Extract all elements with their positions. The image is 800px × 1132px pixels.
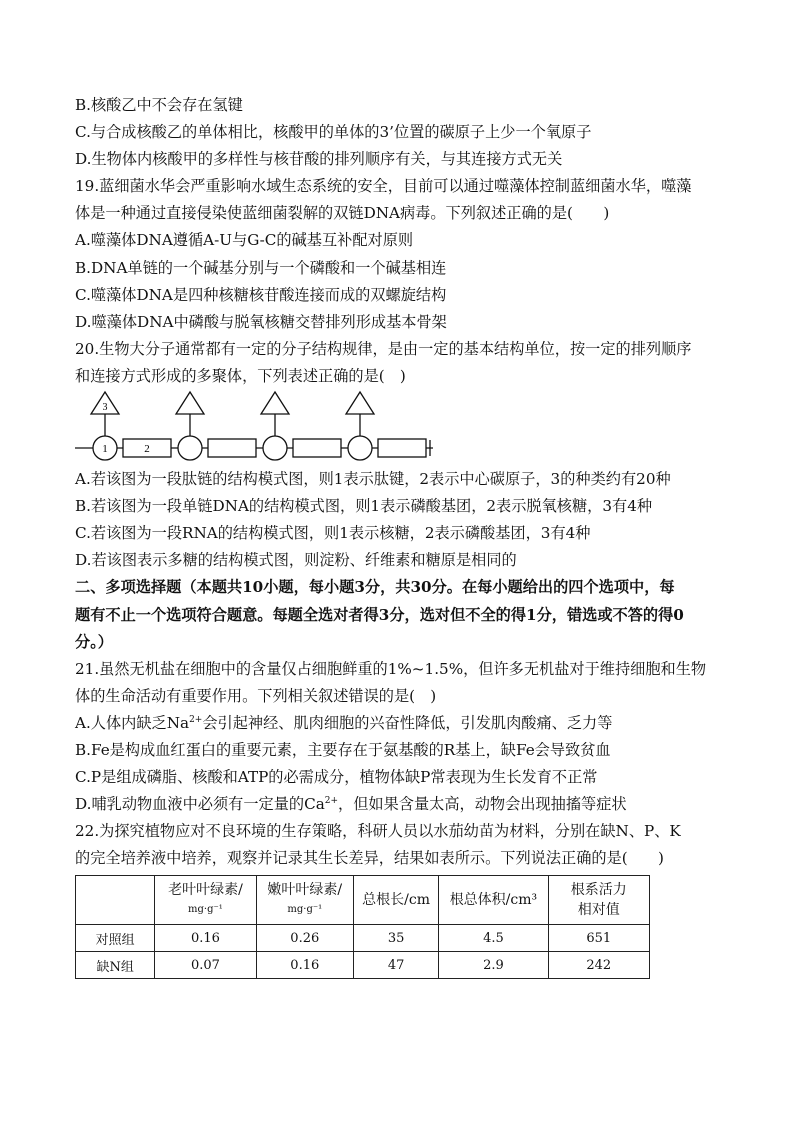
option-c: C.P是组成磷脂、核酸和ATP的必需成分，植物体缺P常表现为生长发育不正常 xyxy=(75,768,598,787)
table-cell: 0.07 xyxy=(155,952,256,979)
table-row xyxy=(76,952,650,979)
table-cell: 651 xyxy=(548,925,649,952)
option-a: A.人体内缺乏$Na^{2+}$会引起神经、肌肉细胞的兴奋性降低，引发肌肉酸痛、乏力等 xyxy=(75,713,613,732)
question-stem: 体的生命活动有重要作用。下列相关叙述错误的是( ) xyxy=(75,686,437,705)
exam-page xyxy=(75,92,730,979)
text-line: B.核酸乙中不会存在氢键 xyxy=(75,96,243,114)
question-stem: 的完全培养液中培养，观察并记录其生长差异，结果如表所示。下列说法正确的是( ) xyxy=(75,849,664,868)
table-cell: 2.9 xyxy=(439,952,548,979)
unit-1 xyxy=(91,392,171,460)
option-d: D.若该图表示多糖的结构模式图，则淀粉、纤维素和糖原是相同的 xyxy=(75,551,517,570)
text-line: C.与合成核酸乙的单体相比，核酸甲的单体的3’位置的碳原子上少一个氧原子 xyxy=(75,123,592,142)
option-b: B.Fe是构成血红蛋白的重要元素，主要存在于氨基酸的R基上，缺Fe会导致贫血 xyxy=(75,740,611,759)
text-line: D.生物体内核酸甲的多样性与核苷酸的排列顺序有关，与其连接方式无关 xyxy=(75,150,563,169)
question-block-18-20 xyxy=(75,92,730,390)
table-header-row xyxy=(76,876,650,925)
polymer-diagram-svg xyxy=(75,390,455,466)
section-heading-line: 分。） xyxy=(75,632,113,651)
unit-4 xyxy=(346,392,426,460)
results-table xyxy=(75,875,650,979)
question-21 xyxy=(75,656,730,819)
table-cell: 0.16 xyxy=(155,925,256,952)
table-cell: 缺N组 xyxy=(76,952,155,979)
triangle-label: 3 xyxy=(102,402,108,414)
table-cell: 0.16 xyxy=(256,952,353,979)
text-line: 体是一种通过直接侵染使蓝细菌裂解的双链DNA病毒。下列叙述正确的是( ) xyxy=(75,204,610,223)
table-cell: 对照组 xyxy=(76,925,155,952)
text-line: D.噬藻体DNA中磷酸与脱氧核糖交替排列形成基本骨架 xyxy=(75,312,447,331)
option-c: C.若该图为一段RNA的结构模式图，则1表示核糖，2表示磷酸基团，3有4种 xyxy=(75,524,591,543)
section-heading xyxy=(75,574,730,655)
section-heading-line: 二、多项选择题（本题共10小题，每小题3分，共30分。在每小题给出的四个选项中，每 xyxy=(75,578,675,597)
table-cell: 0.26 xyxy=(256,925,353,952)
table-header-cell: 根总体积/cm³ xyxy=(439,876,548,925)
table-header-cell: 根系活力 相对值 xyxy=(548,876,649,925)
table-header-cell: 老叶叶绿素/ mg·g⁻¹ xyxy=(155,876,256,925)
text-line: A.噬藻体DNA遵循A-U与G-C的碱基互补配对原则 xyxy=(75,231,414,250)
polymer-structure-diagram xyxy=(75,390,730,466)
table-cell: 242 xyxy=(548,952,649,979)
table-cell: 35 xyxy=(353,925,438,952)
text-line: 19.蓝细菌水华会严重影响水域生态系统的安全，目前可以通过噬藻体控制蓝细菌水华，噬藻 xyxy=(75,177,692,196)
option-b: B.若该图为一段单链DNA的结构模式图，则1表示磷酸基团，2表示脱氧核糖，3有4种 xyxy=(75,497,653,516)
unit-2 xyxy=(176,392,256,460)
table-header-cell: 总根长/cm xyxy=(353,876,438,925)
text-line: B.DNA单链的一个碱基分别与一个磷酸和一个碱基相连 xyxy=(75,258,447,277)
table-header-cell: 嫩叶叶绿素/ mg·g⁻¹ xyxy=(256,876,353,925)
question-22 xyxy=(75,818,730,872)
table-cell: 47 xyxy=(353,952,438,979)
text-line: 20.生物大分子通常都有一定的分子结构规律，是由一定的基本结构单位，按一定的排列顺序 xyxy=(75,339,692,358)
rect-label: 2 xyxy=(144,443,150,456)
question-20-options xyxy=(75,466,730,574)
table-cell: 4.5 xyxy=(439,925,548,952)
question-stem: 21.虽然无机盐在细胞中的含量仅占细胞鲜重的1%~1.5%，但许多无机盐对于维持细胞和生物 xyxy=(75,659,707,678)
circle-label: 1 xyxy=(102,443,108,456)
text-line: C.噬藻体DNA是四种核糖核苷酸连接而成的双螺旋结构 xyxy=(75,285,447,304)
text-line: 和连接方式形成的多聚体，下列表述正确的是( ) xyxy=(75,366,406,385)
option-a: A.若该图为一段肽链的结构模式图，则1表示肽键，2表示中心碳原子，3的种类约有20种 xyxy=(75,470,671,489)
question-stem: 22.为探究植物应对不良环境的生存策略，科研人员以水茄幼苗为材料，分别在缺N、P、K xyxy=(75,822,681,841)
table-header-cell xyxy=(76,876,155,925)
unit-3 xyxy=(261,392,341,460)
section-heading-line: 题有不止一个选项符合题意。每题全选对者得3分，选对但不全的得1分，错选或不答的得0 xyxy=(75,605,684,624)
option-d: D.哺乳动物血液中必须有一定量的$Ca^{2+}$，但如果含量太高，动物会出现抽搐等症状 xyxy=(75,795,627,814)
table-row xyxy=(76,925,650,952)
